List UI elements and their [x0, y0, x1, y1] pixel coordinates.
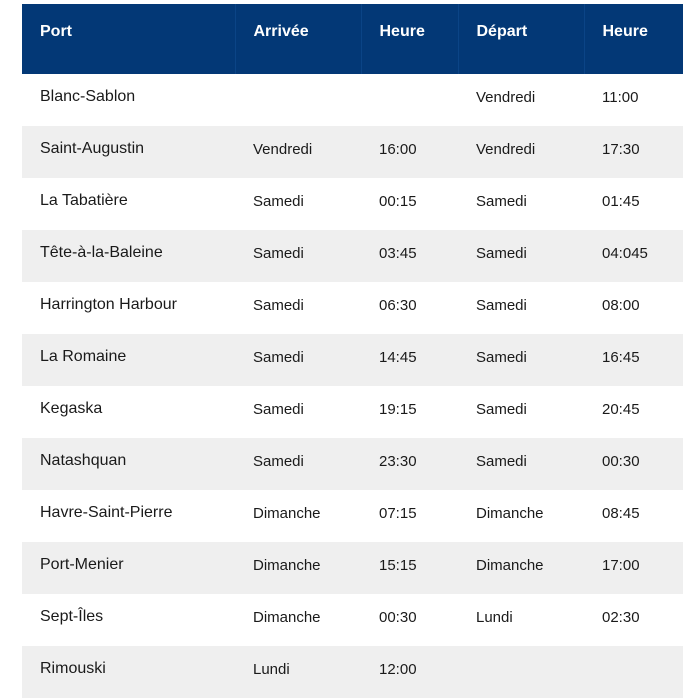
departure-day-cell: Samedi — [476, 244, 527, 262]
arrival-day-cell: Dimanche — [253, 556, 321, 574]
arrival-time-cell: 03:45 — [379, 244, 417, 262]
departure-day-cell: Samedi — [476, 192, 527, 210]
departure-time-cell: 02:30 — [602, 608, 640, 626]
port-cell: Rimouski — [40, 660, 106, 677]
port-cell: Havre-Saint-Pierre — [40, 504, 173, 521]
header-row — [22, 4, 683, 74]
departure-day-cell: Dimanche — [476, 504, 544, 522]
header-arrival-time: Heure — [361, 4, 458, 74]
arrival-day-cell: Samedi — [253, 400, 304, 418]
port-cell: Port-Menier — [40, 556, 124, 573]
schedule-table-container — [22, 4, 683, 698]
departure-time-cell: 01:45 — [602, 192, 640, 210]
arrival-time-cell: 16:00 — [379, 140, 417, 158]
departure-time-cell: 08:00 — [602, 296, 640, 314]
departure-day-cell: Vendredi — [476, 88, 536, 106]
arrival-time-cell: 07:15 — [379, 504, 417, 522]
table-row — [22, 74, 683, 126]
departure-time-cell: 11:00 — [602, 88, 639, 106]
header-port: Port — [22, 4, 235, 74]
port-cell: Kegaska — [40, 400, 103, 417]
departure-time-cell: 20:45 — [602, 400, 640, 418]
table-body — [22, 74, 683, 698]
arrival-time-cell: 15:15 — [379, 556, 417, 574]
departure-day-cell: Samedi — [476, 348, 527, 366]
table-row — [22, 178, 683, 230]
arrival-time-cell — [361, 74, 458, 126]
table-row — [22, 386, 683, 438]
port-cell: Saint-Augustin — [40, 140, 145, 157]
port-cell: Blanc-Sablon — [40, 88, 136, 105]
arrival-day-cell: Vendredi — [253, 140, 313, 158]
arrival-time-cell: 14:45 — [379, 348, 417, 366]
arrival-day-cell — [235, 74, 361, 126]
arrival-day-cell: Dimanche — [253, 504, 321, 522]
arrival-day-cell: Samedi — [253, 192, 304, 210]
departure-time-cell: 17:30 — [602, 140, 640, 158]
header-arrival: Arrivée — [235, 4, 361, 74]
departure-time-cell: 16:45 — [602, 348, 640, 366]
table-row — [22, 438, 683, 490]
port-cell: Natashquan — [40, 452, 127, 469]
table-header — [22, 4, 683, 74]
arrival-day-cell: Samedi — [253, 296, 304, 314]
arrival-time-cell: 00:30 — [379, 608, 417, 626]
arrival-day-cell: Samedi — [253, 348, 304, 366]
table-row — [22, 126, 683, 178]
table-row — [22, 594, 683, 646]
departure-time-cell: 08:45 — [602, 504, 640, 522]
port-cell: La Romaine — [40, 348, 127, 365]
arrival-time-cell: 19:15 — [379, 400, 417, 418]
arrival-day-cell: Lundi — [253, 660, 290, 678]
departure-day-cell: Samedi — [476, 452, 527, 470]
table-row — [22, 542, 683, 594]
departure-day-cell: Vendredi — [476, 140, 536, 158]
table-row — [22, 646, 683, 698]
departure-time-cell — [584, 646, 683, 698]
table-row — [22, 230, 683, 282]
table-row — [22, 490, 683, 542]
arrival-day-cell: Dimanche — [253, 608, 321, 626]
arrival-time-cell: 00:15 — [379, 192, 417, 210]
departure-time-cell: 04:045 — [602, 244, 648, 262]
arrival-time-cell: 12:00 — [379, 660, 417, 678]
departure-time-cell: 17:00 — [602, 556, 640, 574]
departure-day-cell — [458, 646, 584, 698]
arrival-day-cell: Samedi — [253, 244, 304, 262]
departure-day-cell: Lundi — [476, 608, 513, 626]
arrival-time-cell: 06:30 — [379, 296, 417, 314]
departure-day-cell: Samedi — [476, 400, 527, 418]
header-departure: Départ — [458, 4, 584, 74]
arrival-time-cell: 23:30 — [379, 452, 417, 470]
header-departure-time: Heure — [602, 23, 648, 40]
table-row — [22, 282, 683, 334]
port-cell: La Tabatière — [40, 192, 128, 209]
ferry-schedule-table — [22, 4, 683, 698]
departure-day-cell: Samedi — [476, 296, 527, 314]
departure-time-cell: 00:30 — [602, 452, 640, 470]
table-row — [22, 334, 683, 386]
port-cell: Sept-Îles — [40, 608, 104, 625]
departure-day-cell: Dimanche — [476, 556, 544, 574]
port-cell: Harrington Harbour — [40, 296, 177, 313]
arrival-day-cell: Samedi — [253, 452, 304, 470]
port-cell: Tête-à-la-Baleine — [40, 244, 163, 261]
